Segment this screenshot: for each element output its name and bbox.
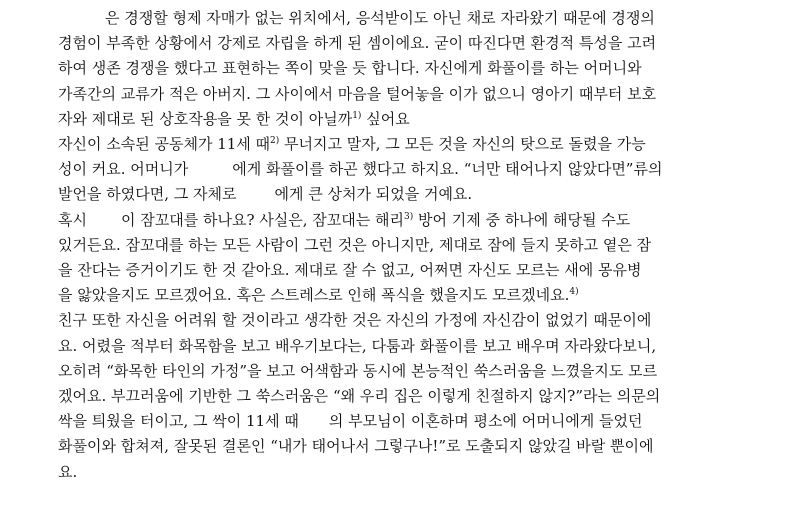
line-text-after: 에게 큰 상처가 되었을 거예요. (274, 185, 473, 204)
footnote-marker: 4) (569, 287, 579, 298)
line-text-after: 의 부모님이 이혼하며 평소에 어머니에게 들었던 (328, 412, 643, 431)
text-line (105, 8, 655, 30)
line-text: 친구 또한 자신을 어려워 할 것이라고 생각한 것은 자신의 가정에 자신감이 없었기 때문이에 (58, 311, 652, 330)
footnote-marker: 2) (270, 136, 280, 146)
text-line (58, 411, 643, 433)
line-text: 경험이 부족한 상황에서 강제로 자립을 하게 된 셈이에요. 굳이 따진다면 환경적 특성을 고려 (58, 34, 657, 53)
footnote-marker: 3) (403, 211, 414, 222)
line-text-after: 이 잠꼬대를 하나요? 사실은, 잠꼬대는 해리 (120, 210, 404, 229)
text-line (58, 109, 410, 131)
line-text: 성이 커요. 어머니가 (58, 160, 189, 179)
text-line (58, 336, 656, 358)
line-text: 싹을 틔웠을 터이고, 그 싹이 11세 때 (58, 412, 299, 431)
text-line (58, 462, 77, 484)
line-text: 겠어요. 부끄러움에 기반한 그 쑥스러움은 “왜 우리 집은 이렇게 친절하지 않지?”라는 의문의 (58, 387, 661, 405)
line-text: 을 앓았을지도 모르겠어요. 혹은 스트레스로 인해 폭식을 했을지도 모르겠네요. (58, 286, 570, 305)
line-text: 요. 어렸을 적부터 화목함을 보고 배우기보다는, 다툼과 화풀이를 보고 배우며 자라왔다보니, (58, 336, 657, 355)
text-line (58, 210, 630, 232)
text-line (58, 260, 641, 282)
line-text: 화풀이와 합쳐져, 잘못된 결론인 “내가 태어나서 그렇구나!”로 도출되지 않았길 바랄 뿐이에 (58, 437, 654, 456)
text-line (58, 159, 662, 181)
line-text: 오히려 “화목한 타인의 가정”을 보고 어색함과 동시에 본능적인 쑥스러움을 느꼈을지도 모르 (58, 361, 658, 380)
line-text: 가족간의 교류가 적은 아버지. 그 사이에서 마음을 털어놓을 이가 없으니 영아기 때부터 보호 (58, 84, 657, 103)
text-line (58, 436, 653, 458)
line-text: 자신이 소속된 공동체가 11세 때 (58, 135, 271, 153)
text-line (58, 84, 656, 106)
line-text-after: 무너지고 말자, 그 모든 것을 자신의 탓으로 돌렸을 가능 (279, 135, 646, 153)
line-text-after: 싶어요 (361, 109, 410, 128)
line-text: 하여 생존 경쟁을 했다고 표현하는 쪽이 맞을 듯 합니다. 자신에게 화풀이를 하는 어머니와 (58, 59, 642, 78)
text-line (58, 58, 642, 80)
text-line (58, 310, 651, 332)
line-text-after: 방어 기제 중 하나에 해당될 수도 (413, 210, 631, 229)
text-line (58, 235, 651, 257)
line-text: 혹시 (58, 210, 87, 229)
text-line (58, 134, 646, 156)
line-text: 발언을 하였다면, 그 자체로 (58, 185, 237, 204)
text-line (58, 285, 579, 307)
text-line (58, 184, 472, 206)
text-line (58, 386, 660, 408)
line-text-after: 에게 화풀이를 하곤 했다고 하지요. “너만 태어나지 않았다면”류의 (232, 160, 663, 179)
footnote-marker: 1) (352, 110, 362, 121)
line-text: 을 잔다는 증거이기도 한 것 같아요. 제대로 잘 수 없고, 어쩌면 자신도 모르는 새에 몽유병 (58, 261, 642, 279)
line-text: 요. (58, 462, 78, 481)
line-text: 자와 제대로 된 상호작용을 못 한 것이 아닐까 (58, 109, 353, 128)
text-line (58, 361, 657, 383)
line-text: 은 경쟁할 형제 자매가 없는 위치에서, 응석받이도 아닌 채로 자라왔기 때문에 경쟁의 (105, 9, 655, 27)
line-text: 있거든요. 잠꼬대를 하는 모든 사람이 그런 것은 아니지만, 제대로 잠에 들지 못하고 옅은 잠 (58, 235, 652, 254)
text-line (58, 33, 656, 55)
